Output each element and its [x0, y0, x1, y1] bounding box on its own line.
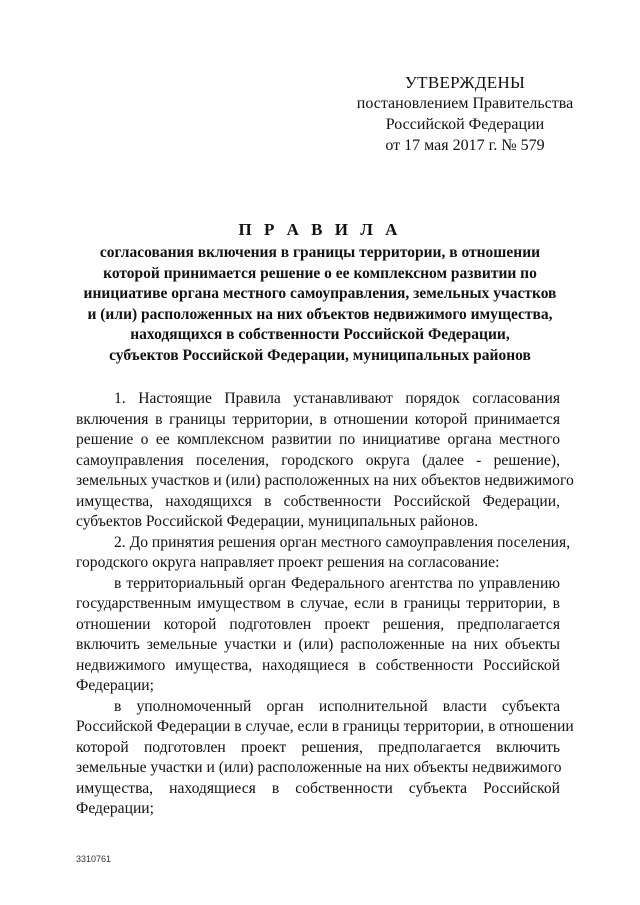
document-subtitle — [78, 243, 562, 366]
text-line: имущества, находящихся в собственности Российской Федерации, — [76, 492, 560, 510]
approval-stamp — [340, 72, 590, 156]
text-line: субъектов Российской Федерации, муниципальных районов. — [76, 513, 479, 530]
text-line: недвижимого имущества, находящиеся в собственности Российской — [76, 656, 560, 674]
text-line: Российской Федерации в случае, если в границы территории, в отношении — [76, 718, 574, 735]
paragraph-4 — [76, 697, 574, 820]
paragraph-1 — [76, 389, 574, 533]
text-line: которой подготовлен проект решения, предполагается включить — [76, 738, 560, 756]
subtitle-line: инициативе органа местного самоуправления, земельных участков — [83, 285, 557, 302]
document-body — [76, 389, 574, 820]
approval-line: Российской Федерации — [385, 116, 545, 133]
text-line: включить земельные участки и (или) расположенные на них объекты — [76, 636, 560, 653]
text-line: имущества, находящиеся в собственности субъекта Российской — [76, 779, 560, 797]
subtitle-line: согласования включения в границы территории, в отношении — [99, 244, 541, 261]
text-line: отношении которой подготовлен проект решения, предполагается — [76, 615, 560, 633]
text-line: государственным имуществом в случае, если в границы территории, в — [76, 595, 560, 612]
text-line: 1. Настоящие Правила устанавливают порядок согласования — [114, 390, 560, 407]
document-title: П Р А В И Л А — [238, 220, 402, 239]
text-line: земельных участков и (или) расположенных на них объектов недвижимого — [76, 472, 574, 489]
subtitle-line: субъектов Российской Федерации, муниципальных районов — [109, 346, 531, 364]
subtitle-line: и (или) расположенных на них объектов недвижимого имущества, — [87, 305, 553, 323]
text-line: земельные участки и (или) расположенные на них объекты недвижимого — [76, 759, 562, 776]
text-line: включения в границы территории, в отношении которой принимается — [76, 410, 560, 428]
subtitle-line: находящихся в собственности Российской Федерации, — [130, 326, 510, 343]
text-line: городского округа направляет проект решения на согласование: — [76, 554, 500, 571]
paragraph-3 — [76, 574, 560, 697]
subtitle-line: которой принимается решение о ее комплексном развитии по — [103, 264, 537, 282]
text-line: 2. До принятия решения орган местного самоуправления поселения, — [114, 533, 571, 551]
approval-heading: УТВЕРЖДЕНЫ — [404, 73, 526, 92]
text-line: Федерации; — [76, 800, 154, 817]
document-code: 3310761 — [76, 854, 112, 864]
text-line: самоуправления поселения, городского округа (далее - решение), — [76, 451, 560, 469]
text-line: Федерации; — [76, 677, 154, 694]
text-line: в территориальный орган Федерального агентства по управлению — [114, 574, 560, 592]
approval-line: постановлением Правительства — [356, 95, 574, 112]
text-line: решение о ее комплексном развитии по инициативе органа местного — [76, 431, 560, 448]
approval-date-number: от 17 мая 2017 г. № 579 — [385, 137, 545, 154]
text-line: в уполномоченный орган исполнительной власти субъекта — [114, 697, 560, 715]
paragraph-2 — [76, 533, 571, 574]
